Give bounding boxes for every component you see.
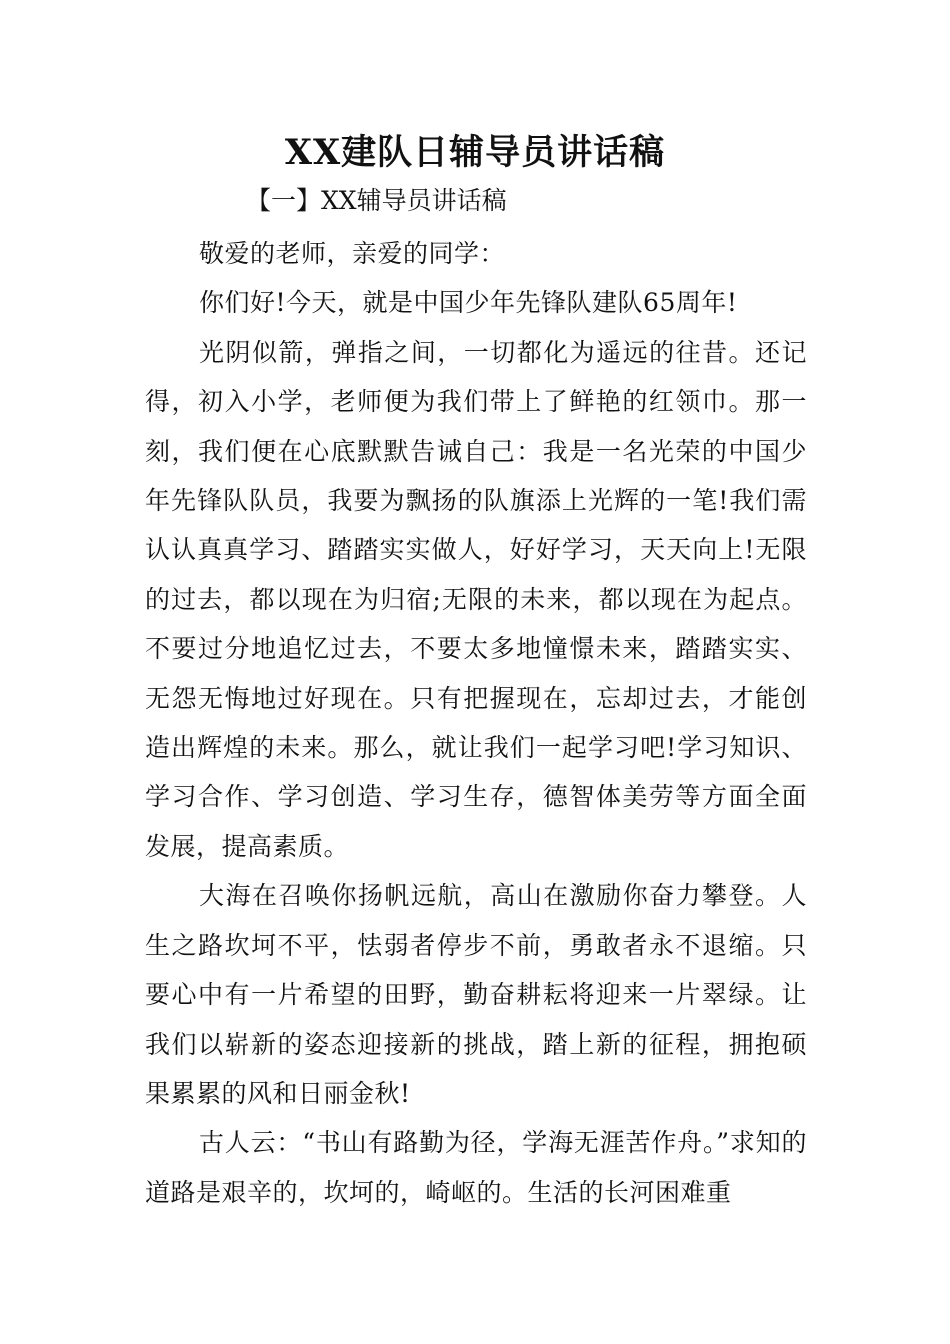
document-body: [145, 229, 807, 1217]
paragraph-salutation: 敬爱的老师，亲爱的同学：: [199, 239, 506, 268]
document-title: XX建队日辅导员讲话稿: [284, 132, 666, 173]
paragraph-greeting: 你们好!今天，就是中国少年先锋队建队65周年!: [199, 288, 738, 318]
paragraph-body: 古人云：“书山有路勤为径，学海无涯苦作舟。”求知的道路是艰辛的，坎坷的，崎岖的。生活的长河困难重: [145, 1128, 807, 1207]
paragraph-body: 光阴似箭，弹指之间，一切都化为遥远的往昔。还记得，初入小学，老师便为我们带上了鲜艳的红领巾。那一刻，我们便在心底默默告诫自己：我是一名光荣的中国少年先锋队队员，我要为飘扬的队旗添上光辉的一笔!我们需认认真真学习、踏踏实实做人，好好学习，天天向上!无限的过去，都以现在为归宿;无限的未来，都以现在为起点。不要过分地追忆过去，不要太多地憧憬未来，踏踏实实、无怨无悔地过好现在。只有把握现在，忘却过去，才能创造出辉煌的未来。那么，就让我们一起学习吧!学习知识、学习合作、学习创造、学习生存，德智体美劳等方面全面发展，提高素质。: [145, 337, 807, 861]
paragraph-body: 大海在召唤你扬帆远航，高山在激励你奋力攀登。人生之路坎坷不平，怯弱者停步不前，勇敢者永不退缩。只要心中有一片希望的田野，勤奋耕耘将迎来一片翠绿。让我们以崭新的姿态迎接新的挑战，踏上新的征程，拥抱硕果累累的风和日丽金秋!: [145, 881, 807, 1108]
section-heading: 【一】XX辅导员讲话稿: [246, 186, 507, 215]
